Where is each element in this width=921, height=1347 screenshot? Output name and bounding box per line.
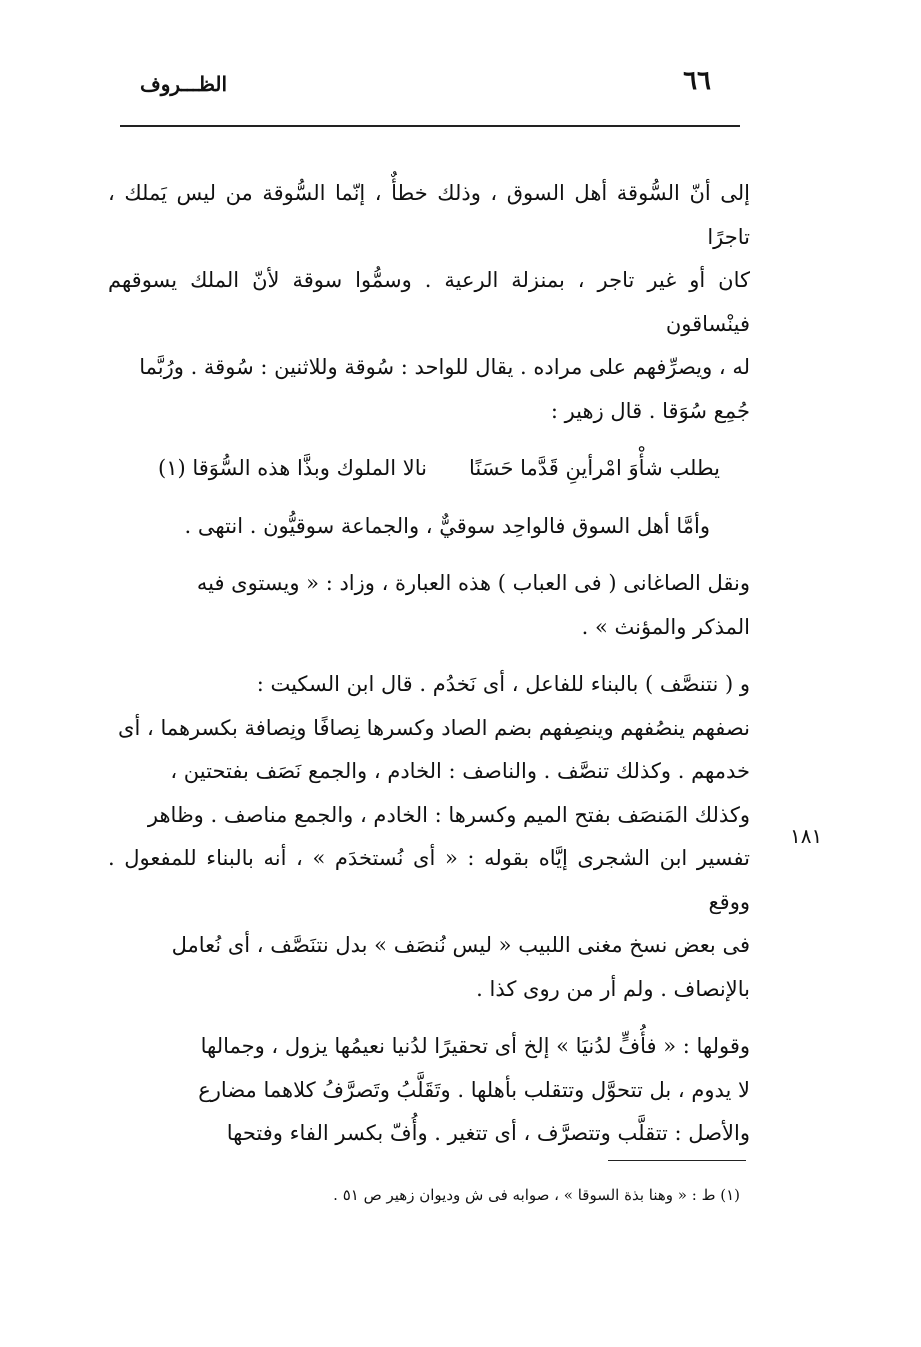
paragraph	[108, 1025, 750, 1156]
poetry-verse	[108, 447, 750, 491]
verse-first-hemistich: يطلب شأْوَ امْرأينِ قَدَّما حَسَنًا	[469, 456, 720, 480]
text-line: وقولها : « فأُفٍّ لدُنيَا » إلخ أى تحقيرًا لدُنيا نعيمُها يزول ، وجمالها	[200, 1034, 750, 1058]
header-divider	[120, 125, 740, 127]
text-line: له ، ويصرِّفهم على مراده . يقال للواحد : سُوقة وللاثنين : سُوقة . ورُبَّما	[139, 355, 750, 379]
footnote-divider	[608, 1160, 746, 1161]
verse-second-hemistich: نالا الملوك وبذَّا هذه السُّوَقا (١)	[158, 456, 427, 480]
text-line: تفسير ابن الشجرى إيَّاه بقوله : « أى نُستخدَم » ، أنه بالبناء للمفعول . ووقع	[108, 846, 750, 914]
text-line: و ( نتنصَّف ) بالبناء للفاعل ، أى نَخدُم . قال ابن السكيت :	[256, 672, 750, 696]
running-title: الظـــروف	[140, 72, 228, 96]
text-line: والأصل : تتقلَّب وتتصرَّف ، أى تتغير . وأُفّ بكسر الفاء وفتحها	[226, 1121, 750, 1145]
page-number: ٦٦	[683, 66, 711, 96]
margin-line-number: ١٨١	[790, 824, 823, 848]
text-line: فى بعض نسخ مغنى اللبيب « ليس نُنصَف » بدل نتنَصَّف ، أى نُعامل	[171, 933, 750, 957]
footnote: (١) ط : « وهنا بذة السوقا » ، صوابه فى ش وديوان زهير ص ٥١ .	[333, 1186, 740, 1204]
quoted-line: وأمَّا أهل السوق فالواحِد سوقيٌّ ، والجماعة سوقيُّون . انتهى .	[184, 513, 710, 538]
text-line: إلى أنّ السُّوقة أهل السوق ، وذلك خطأٌ ، إنّما السُّوقة من ليس يَملك ، تاجرًا	[108, 181, 750, 249]
paragraph	[108, 172, 750, 433]
text-line: جُمِع سُوَقا . قال زهير :	[550, 398, 750, 423]
text-line: بالإنصاف . ولم أر من روى كذا .	[476, 976, 750, 1001]
paragraph	[108, 562, 750, 649]
text-line: لا يدوم ، بل تتحوَّل وتتقلب بأهلها . وتَقَلَّبُ وتَصرَّفُ كلاهما مضارع	[198, 1077, 750, 1102]
text-line: كان أو غير تاجر ، بمنزلة الرعية . وسمُّوا سوقة لأنّ الملك يسوقهم فينْساقون	[108, 268, 750, 336]
text-line: وكذلك المَنصَف بفتح الميم وكسرها : الخادم ، والجمع مناصف . وظاهر	[147, 802, 750, 827]
text-line: خدمهم . وكذلك تنصَّف . والناصف : الخادم ، والجمع نَصَف بفتحتين ،	[170, 759, 750, 783]
main-text	[108, 172, 750, 1170]
paragraph	[108, 663, 750, 1011]
text-line: ونقل الصاغانى ( فى العباب ) هذه العبارة ، وزاد : « ويستوى فيه	[196, 571, 750, 595]
text-line: نصفهم ينصُفهم وينصِفهم بضم الصاد وكسرها نِصافًا ونِصافة بكسرهما ، أى	[118, 715, 750, 740]
text-line: المذكر والمؤنث » .	[581, 614, 750, 639]
